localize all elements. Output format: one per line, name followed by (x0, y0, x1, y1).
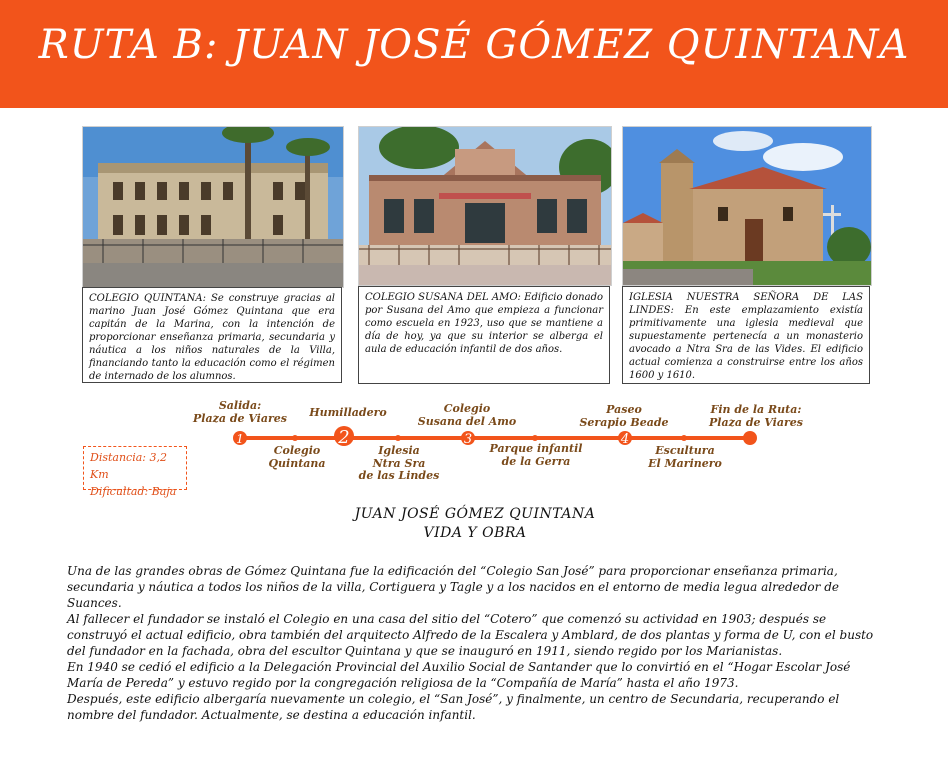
section-title-line1: JUAN JOSÉ GÓMEZ QUINTANA (354, 506, 596, 522)
route-label-paseo: Paseo Serapio Beade (579, 403, 669, 429)
body-paragraph-3: En 1940 se cedió el edificio a la Delegación Provincial del Auxilio Social de Santander que lo convirtió en el “Hogar Escolar José María de Pereda” y estuvo regido por la congregación religiosa de la “Compañía de María” hasta el año 1973. (67, 660, 851, 690)
body-paragraph-1: Una de las grandes obras de Gómez Quintana fue la edificación del “Colegio San José” para proporcionar enseñanza primaria, secundaria y náutica a todos los niños de la villa, Cortiguera y Tagle y a los nacidos en el entorno de media legua alrededor de Suances. (67, 564, 839, 610)
route-label-fin: Fin de la Ruta: Plaza de Viares (709, 403, 803, 429)
header-banner (0, 0, 948, 108)
body-paragraph-2: Al fallecer el fundador se instaló el Colegio en una casa del sitio del “Cotero” que comenzó su actividad en 1903; después se construyó el actual edificio, obra también del arquitecto Alfredo de la Escalera y Amblard, de dos plantas y forma de U, con el busto del fundador en la fachada, obra del escultor Quintana y que se inauguró en 1911, siendo regido por los Marianistas. (67, 612, 874, 658)
route-stop-number-4: 4 (620, 432, 630, 447)
body-text (67, 563, 887, 723)
route-stop-number-3: 3 (463, 432, 473, 447)
route-stop-number-2: 2 (338, 427, 350, 448)
route-label-parque: Parque infantil de la Gerra (489, 442, 583, 468)
route-label-escultura: Escultura El Marinero (648, 444, 722, 470)
route-distance: Distancia: 3,2 Km (90, 451, 167, 482)
card-caption-colegio-quintana: COLEGIO QUINTANA: Se construye gracias al marino Juan José Gómez Quintana que era capitán de la Marina, con la intención de proporcionar enseñanza primaria, secundaria y náutica a los niños naturales de la Villa, financiando tanto la educación como el régimen de internado de los alumnos. (82, 287, 342, 383)
building-photo (82, 126, 344, 288)
route-stop-parque (532, 435, 538, 441)
route-label-humilladero: Humilladero (309, 406, 387, 419)
card-caption-iglesia: IGLESIA NUESTRA SEÑORA DE LAS LINDES: En este emplazamiento existía primitivamente una iglesia medieval que supuestamente pertenecía a un monasterio avocado a Ntra Sra de las Vides. El edificio actual comienza a construirse entre los años 1600 y 1610. (622, 286, 870, 384)
route-label-salida: Salida: Plaza de Viares (193, 399, 287, 425)
route-stop-number-1: 1 (236, 432, 244, 446)
route-difficulty: Dificultad: Baja (90, 485, 177, 499)
card-caption-colegio-susana: COLEGIO SUSANA DEL AMO: Edificio donado por Susana del Amo que empieza a funcionar como escuela en 1923, uso que se mantiene a día de hoy, ya que su interior se alberga el aula de educación infantil de dos años. (358, 286, 610, 384)
section-title-line2: VIDA Y OBRA (423, 525, 527, 541)
route-label-iglesia: Iglesia Ntra Sra de las Lindes (358, 444, 440, 483)
church-photo (622, 126, 872, 286)
route-stop-iglesia (395, 435, 401, 441)
page-title: RUTA B: JUAN JOSÉ GÓMEZ QUINTANA (38, 22, 910, 68)
route-stop-colegio-quintana (292, 435, 298, 441)
route-label-colegio-quintana: Colegio Quintana (268, 444, 326, 470)
route-stop-escultura (681, 435, 687, 441)
route-stop-end (743, 431, 757, 445)
body-paragraph-4: Después, este edificio albergaría nuevamente un colegio, el “San José”, y finalmente, un centro de Secundaria, recuperando el nombre del fundador. Actualmente, se destina a educación infantil. (67, 692, 840, 722)
route-label-colegio-susana: Colegio Susana del Amo (417, 402, 517, 428)
school-photo (358, 126, 612, 286)
route-info-box (83, 446, 187, 499)
